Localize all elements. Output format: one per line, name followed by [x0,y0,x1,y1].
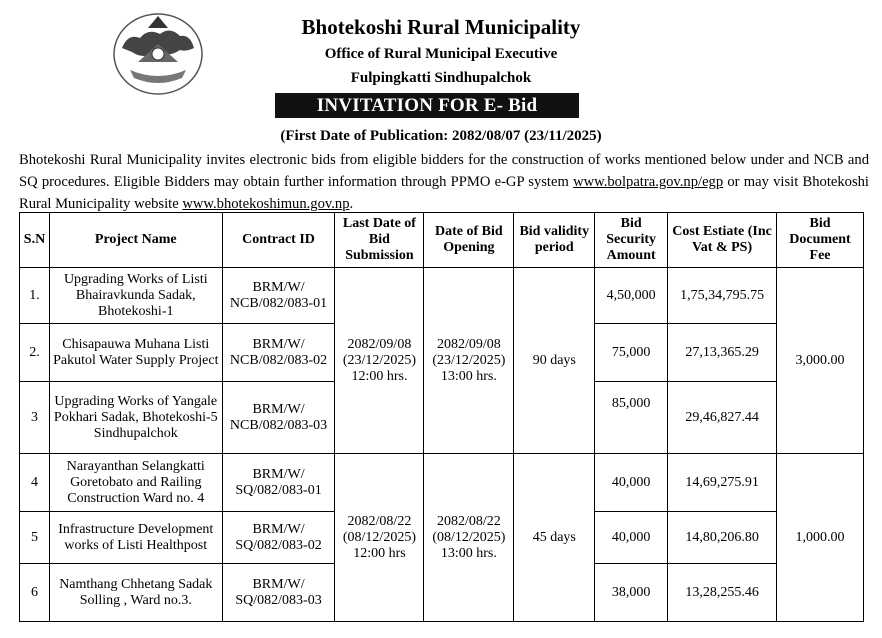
cell-fee: 3,000.00 [777,268,864,454]
cell-fee: 1,000.00 [777,454,864,622]
website-link[interactable]: www.bhotekoshimun.gov.np [182,196,350,212]
cell-contract: BRM/W/ NCB/082/083-01 [222,268,335,324]
office-name: Office of Rural Municipal Executive [324,46,558,62]
table-header-row [20,213,864,268]
cell-sn: 2. [20,324,50,382]
cell-security: 40,000 [595,512,668,564]
cell-contract: BRM/W/ NCB/082/083-02 [222,324,335,382]
cell-opening: 2082/09/08 (23/12/2025) 13:00 hrs. [424,268,514,454]
notice-header [0,14,882,89]
cell-project: Upgrading Works of Listi Bhairavkunda Sadak, Bhotekoshi-1 [49,268,222,324]
header-fee: Bid Document Fee [777,213,864,268]
invitation-banner: INVITATION FOR E- Bid [275,93,579,118]
cell-validity: 45 days [514,454,595,622]
header-opening: Date of Bid Opening [424,213,514,268]
cell-cost: 14,80,206.80 [668,512,777,564]
cell-security: 38,000 [595,564,668,622]
cell-security: 40,000 [595,454,668,512]
intro-text-3: . [349,196,354,212]
intro-text-2: or may visit Bhotekoshi Rural Municipality website [19,174,869,212]
header-security: Bid Security Amount [595,213,668,268]
table-row [20,454,864,512]
cell-cost: 1,75,34,795.75 [668,268,777,324]
bid-table [19,212,864,622]
cell-validity: 90 days [514,268,595,454]
publication-date: (First Date of Publication: 2082/08/07 (23/11/2025) [280,128,602,144]
header-project: Project Name [49,213,222,268]
header-cost: Cost Estiate (Inc Vat & PS) [668,213,777,268]
cell-project: Upgrading Works of Yangale Pokhari Sadak, Bhotekoshi-5 Sindhupalchok [49,382,222,454]
cell-contract: BRM/W/ SQ/082/083-02 [222,512,335,564]
intro-text-1: Bhotekoshi Rural Municipality invites electronic bids from eligible bidders for the construction of works mentioned below under and NCB and SQ procedures. Eligible Bidders may obtain further information through PPMO e-GP system [19,152,869,190]
cell-contract: BRM/W/ NCB/082/083-03 [222,382,335,454]
header-last-date: Last Date of Bid Submission [335,213,424,268]
cell-security: 75,000 [595,324,668,382]
cell-last-date: 2082/08/22 (08/12/2025) 12:00 hrs [335,454,424,622]
cell-project: Narayanthan Selangkatti Goretobato and Railing Construction Ward no. 4 [49,454,222,512]
intro-paragraph [19,149,869,215]
header-validity: Bid validity period [514,213,595,268]
office-location: Fulpingkatti Sindhupalchok [350,70,532,86]
cell-opening: 2082/08/22 (08/12/2025) 13:00 hrs. [424,454,514,622]
cell-cost: 13,28,255.46 [668,564,777,622]
cell-cost: 27,13,365.29 [668,324,777,382]
cell-cost: 29,46,827.44 [668,382,777,454]
cell-project: Chisapauwa Muhana Listi Pakutol Water Supply Project [49,324,222,382]
page-title: Bhotekoshi Rural Municipality [301,15,581,39]
cell-sn: 5 [20,512,50,564]
cell-project: Namthang Chhetang Sadak Solling , Ward no.3. [49,564,222,622]
egp-link[interactable]: www.bolpatra.gov.np/egp [573,174,724,190]
header-contract: Contract ID [222,213,335,268]
cell-contract: BRM/W/ SQ/082/083-03 [222,564,335,622]
cell-last-date: 2082/09/08 (23/12/2025) 12:00 hrs. [335,268,424,454]
cell-security: 85,000 [595,382,668,454]
header-sn: S.N [20,213,50,268]
cell-contract: BRM/W/ SQ/082/083-01 [222,454,335,512]
cell-cost: 14,69,275.91 [668,454,777,512]
table-row [20,268,864,324]
cell-sn: 1. [20,268,50,324]
cell-security: 4,50,000 [595,268,668,324]
cell-project: Infrastructure Development works of Listi Healthpost [49,512,222,564]
cell-sn: 6 [20,564,50,622]
cell-sn: 3 [20,382,50,454]
cell-sn: 4 [20,454,50,512]
